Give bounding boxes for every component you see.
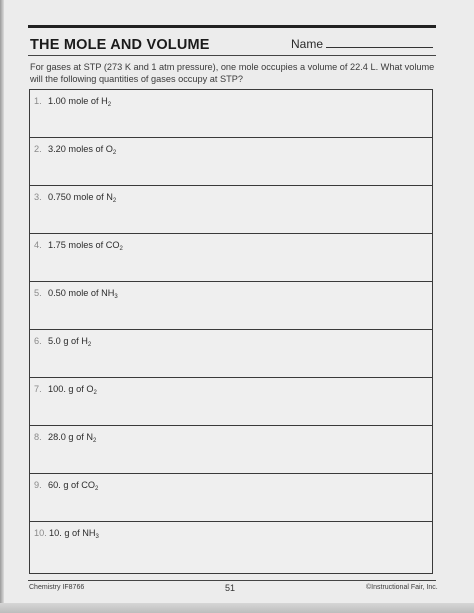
formula-subscript: 2 bbox=[107, 102, 112, 108]
question-amount: 60. g of bbox=[48, 480, 82, 490]
question-text bbox=[34, 480, 98, 492]
question-formula: N bbox=[86, 432, 93, 442]
answer-area[interactable] bbox=[30, 348, 430, 376]
question-number: 3. bbox=[34, 192, 42, 202]
page-number: 51 bbox=[225, 583, 236, 593]
page-left-edge bbox=[0, 0, 4, 613]
questions-grid bbox=[29, 89, 433, 574]
answer-area[interactable] bbox=[30, 540, 430, 568]
answer-area[interactable] bbox=[30, 108, 430, 136]
question-formula: O bbox=[86, 384, 94, 394]
footer-copyright: ©Instructional Fair, Inc. bbox=[366, 584, 438, 591]
question-amount: 1.00 mole of bbox=[48, 96, 102, 106]
question-box bbox=[30, 378, 432, 426]
page-bottom-edge bbox=[0, 603, 474, 613]
question-formula: H bbox=[101, 96, 108, 106]
question-number: 6. bbox=[34, 336, 42, 346]
question-formula: NH bbox=[101, 288, 115, 298]
formula-subscript: 2 bbox=[112, 198, 117, 204]
question-box bbox=[30, 522, 432, 573]
answer-area[interactable] bbox=[30, 444, 430, 472]
question-amount: 28.0 g of bbox=[48, 432, 87, 442]
question-number: 4. bbox=[34, 240, 42, 250]
question-amount: 3.20 moles of bbox=[48, 144, 106, 154]
question-formula: CO bbox=[81, 480, 95, 490]
formula-subscript: 2 bbox=[119, 246, 123, 252]
question-amount: 100. g of bbox=[48, 384, 87, 394]
question-text bbox=[34, 432, 96, 444]
formula-subscript: 3 bbox=[114, 294, 118, 300]
question-amount: 1.75 moles of bbox=[48, 240, 106, 250]
answer-area[interactable] bbox=[30, 156, 430, 184]
question-text bbox=[34, 144, 116, 156]
question-number: 1. bbox=[34, 96, 42, 106]
footer-book-code: Chemistry IF8766 bbox=[29, 584, 85, 591]
question-formula: O bbox=[105, 144, 113, 154]
question-text bbox=[34, 528, 99, 540]
formula-subscript: 2 bbox=[112, 150, 117, 156]
worksheet-title: THE MOLE AND VOLUME bbox=[30, 37, 210, 53]
question-box bbox=[30, 282, 432, 330]
name-label: Name bbox=[291, 37, 324, 51]
question-amount: 0.50 mole of bbox=[48, 288, 102, 298]
question-amount: 0.750 mole of bbox=[48, 192, 107, 202]
question-text bbox=[34, 288, 118, 300]
footer-rule bbox=[28, 580, 436, 581]
formula-subscript: 2 bbox=[87, 342, 92, 348]
question-box bbox=[30, 234, 432, 282]
question-number: 9. bbox=[34, 480, 42, 490]
question-number: 10. bbox=[34, 528, 47, 538]
title-rule bbox=[28, 55, 436, 56]
question-formula: H bbox=[81, 336, 88, 346]
answer-area[interactable] bbox=[30, 300, 430, 328]
question-text bbox=[34, 96, 111, 108]
question-text bbox=[34, 384, 97, 396]
answer-area[interactable] bbox=[30, 204, 430, 232]
question-box bbox=[30, 186, 432, 234]
question-formula: NH bbox=[82, 528, 96, 538]
formula-subscript: 2 bbox=[94, 486, 99, 492]
question-number: 2. bbox=[34, 144, 42, 154]
question-amount: 10. g of bbox=[49, 528, 83, 538]
formula-subscript: 3 bbox=[95, 534, 99, 540]
question-number: 7. bbox=[34, 384, 42, 394]
question-formula: N bbox=[106, 192, 113, 202]
formula-subscript: 2 bbox=[92, 438, 97, 444]
instructions-text: For gases at STP (273 K and 1 atm pressure), one mole occupies a volume of 22.4 L. What volume will the following quantities of gases occupy at STP? bbox=[30, 62, 435, 84]
question-text bbox=[34, 336, 91, 348]
formula-subscript: 2 bbox=[93, 390, 97, 396]
question-box bbox=[30, 330, 432, 378]
question-formula: CO bbox=[105, 240, 120, 250]
question-number: 8. bbox=[34, 432, 42, 442]
question-number: 5. bbox=[34, 288, 42, 298]
question-text bbox=[34, 192, 116, 204]
question-amount: 5.0 g of bbox=[48, 336, 82, 346]
question-box bbox=[30, 90, 432, 138]
question-box bbox=[30, 138, 432, 186]
question-box bbox=[30, 474, 432, 522]
question-box bbox=[30, 426, 432, 474]
answer-area[interactable] bbox=[30, 492, 430, 520]
name-blank[interactable] bbox=[326, 47, 433, 48]
top-rule bbox=[28, 25, 436, 28]
answer-area[interactable] bbox=[30, 396, 430, 424]
question-text bbox=[34, 240, 123, 252]
answer-area[interactable] bbox=[30, 252, 430, 280]
